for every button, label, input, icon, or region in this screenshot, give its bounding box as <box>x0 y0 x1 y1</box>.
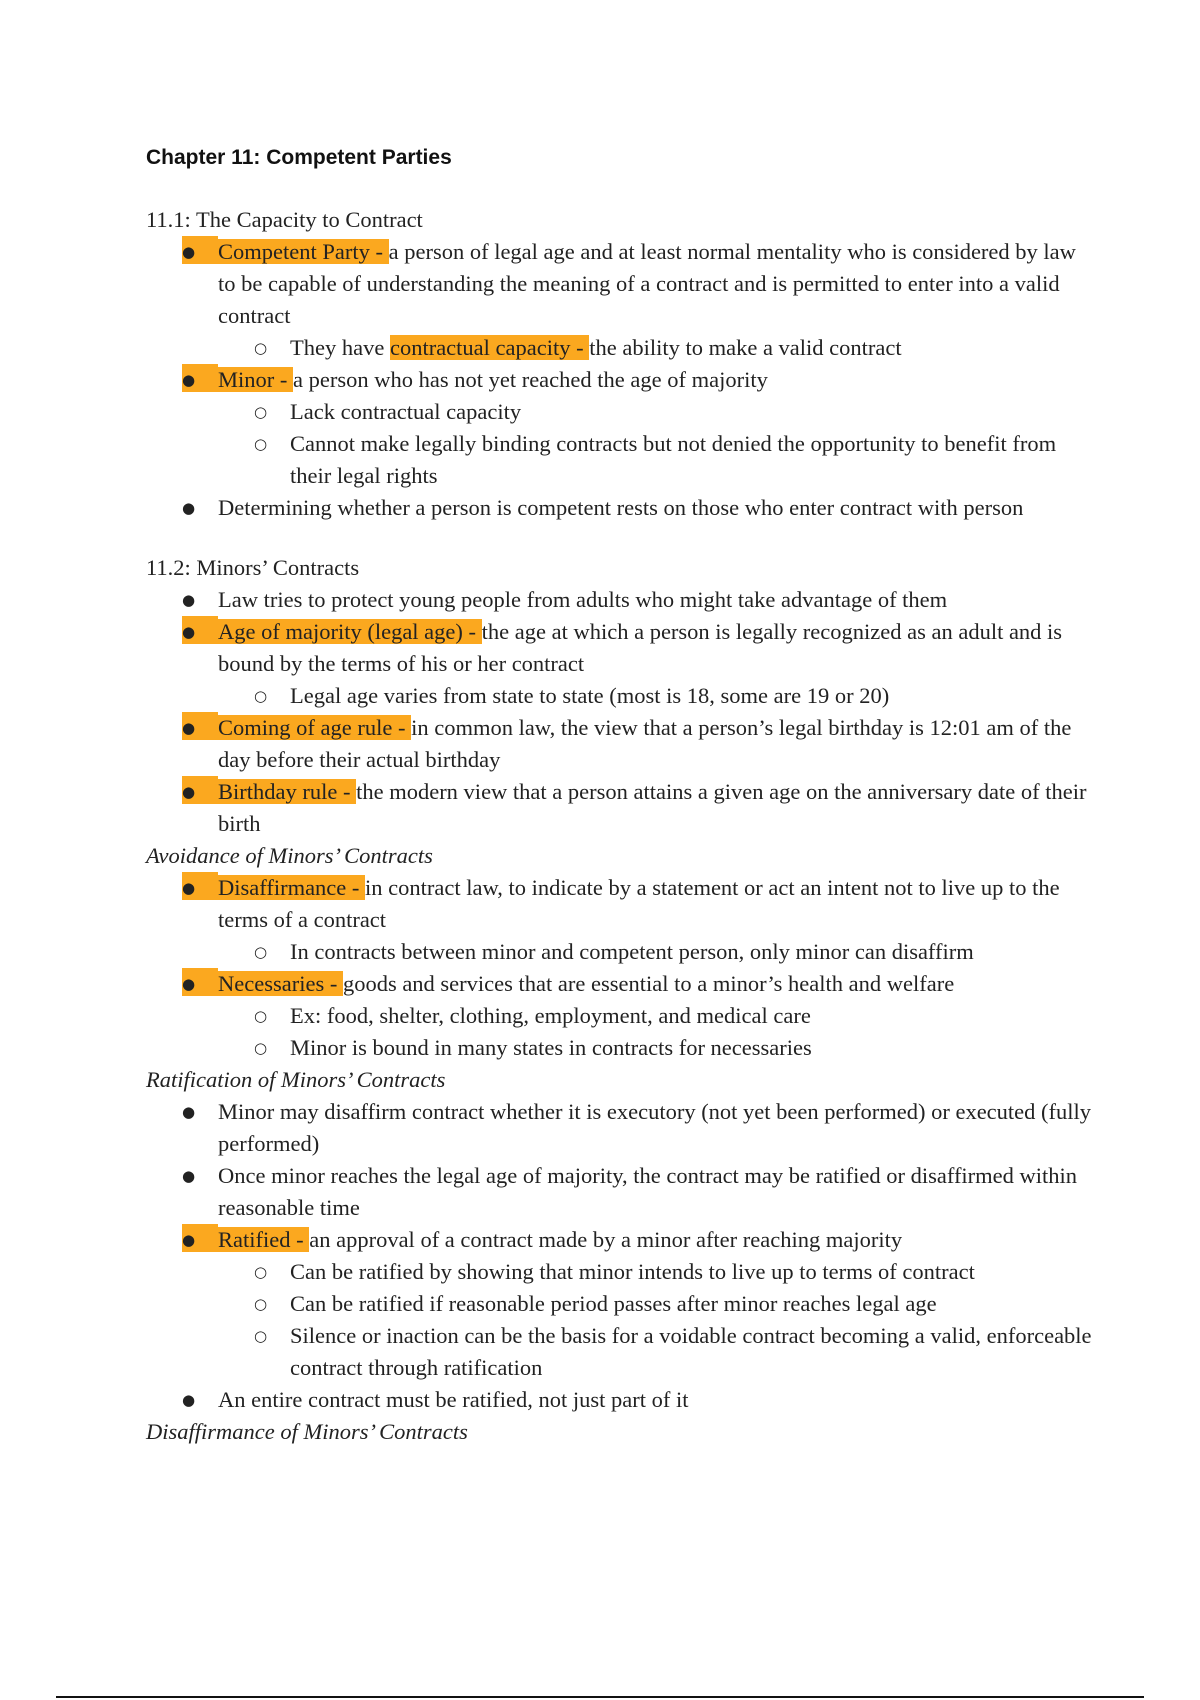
sub-item: ○ Can be ratified if reasonable period passes after minor reaches legal age <box>146 1288 1096 1320</box>
definition-text: an approval of a contract made by a minor after reaching majority <box>309 1227 903 1252</box>
list-item-coming-of-age <box>146 712 1096 776</box>
list-item-competent-party <box>146 236 1096 364</box>
section-1-list <box>146 236 1096 524</box>
sub-item: ○ Legal age varies from state to state (most is 18, some are 19 or 20) <box>146 680 1096 712</box>
highlighted-term: contractual capacity - <box>389 335 590 360</box>
sub-item-contractual-capacity <box>146 332 1096 364</box>
definition-text: goods and services that are essential to a minor’s health and welfare <box>342 971 955 996</box>
definition-text: in common law, the view that a person’s legal birthday is 12:01 am of the day before their actual birthday <box>218 715 1072 772</box>
highlighted-term: Disaffirmance - <box>218 875 366 900</box>
sub-list <box>218 332 1096 364</box>
list-item-necessaries <box>146 968 1096 1064</box>
list-item-ratified <box>146 1224 1096 1384</box>
section-2-list <box>146 584 1096 840</box>
document-page <box>146 140 1096 1448</box>
highlighted-term: Coming of age rule - <box>218 715 412 740</box>
sub-item: ○ Can be ratified by showing that minor intends to live up to terms of contract <box>146 1256 1096 1288</box>
definition-text: the age at which a person is legally recognized as an adult and is bound by the terms of his or her contract <box>218 619 1063 676</box>
list-item-minor <box>146 364 1096 492</box>
list-item: ● An entire contract must be ratified, not just part of it <box>146 1384 1096 1416</box>
definition-text: in contract law, to indicate by a statement or act an intent not to live up to the terms of a contract <box>218 875 1060 932</box>
subheading-avoidance: Avoidance of Minors’ Contracts <box>146 843 433 868</box>
list-item-disaffirmance <box>146 872 1096 968</box>
section-title-11-1: 11.1: The Capacity to Contract <box>146 207 423 232</box>
highlighted-term: Competent Party - <box>218 239 389 264</box>
sub-item: ○ Cannot make legally binding contracts but not denied the opportunity to benefit from their legal rights <box>146 428 1096 492</box>
sub-item: ○ Ex: food, shelter, clothing, employment, and medical care <box>146 1000 1096 1032</box>
sub-list <box>218 936 1096 968</box>
list-item: ● Minor may disaffirm contract whether it is executory (not yet been performed) or executed (fully performed) <box>146 1096 1096 1160</box>
highlighted-term: Ratified - <box>218 1227 310 1252</box>
definition-text: a person who has not yet reached the age of majority <box>293 367 768 392</box>
definition-text: a person of legal age and at least normal mentality who is considered by law to be capable of understanding the meaning of a contract and is permitted to enter into a valid contract <box>218 239 1076 328</box>
sub-item-prefix: They have <box>290 335 390 360</box>
highlighted-term: Minor - <box>218 367 293 392</box>
list-item-age-of-majority <box>146 616 1096 712</box>
page-bottom-border <box>56 1696 1144 1698</box>
sub-item: ○ In contracts between minor and competent person, only minor can disaffirm <box>146 936 1096 968</box>
highlighted-term: Age of majority (legal age) - <box>218 619 482 644</box>
chapter-title: Chapter 11: Competent Parties <box>146 146 452 169</box>
definition-text: the modern view that a person attains a given age on the anniversary date of their birth <box>218 779 1087 836</box>
subheading-disaffirmance: Disaffirmance of Minors’ Contracts <box>146 1419 468 1444</box>
section-title-11-2: 11.2: Minors’ Contracts <box>146 555 360 580</box>
avoidance-list <box>146 872 1096 1064</box>
sub-list <box>218 1256 1096 1384</box>
highlighted-term: Necessaries - <box>218 971 343 996</box>
ratification-list <box>146 1096 1096 1416</box>
list-item-determining: ● Determining whether a person is competent rests on those who enter contract with person <box>146 492 1096 524</box>
sub-list <box>218 1000 1096 1064</box>
subheading-ratification: Ratification of Minors’ Contracts <box>146 1067 446 1092</box>
sub-list <box>218 396 1096 492</box>
sub-item: ○ Minor is bound in many states in contracts for necessaries <box>146 1032 1096 1064</box>
list-item-protect: ● Law tries to protect young people from adults who might take advantage of them <box>146 584 1096 616</box>
definition-text: the ability to make a valid contract <box>589 335 902 360</box>
list-item-birthday-rule <box>146 776 1096 840</box>
sub-list <box>218 680 1096 712</box>
sub-item: ○ Lack contractual capacity <box>146 396 1096 428</box>
sub-item: ○ Silence or inaction can be the basis for a voidable contract becoming a valid, enforceable contract through ratification <box>146 1320 1096 1384</box>
highlighted-term: Birthday rule - <box>218 779 357 804</box>
list-item: ● Once minor reaches the legal age of majority, the contract may be ratified or disaffirmed within reasonable time <box>146 1160 1096 1224</box>
